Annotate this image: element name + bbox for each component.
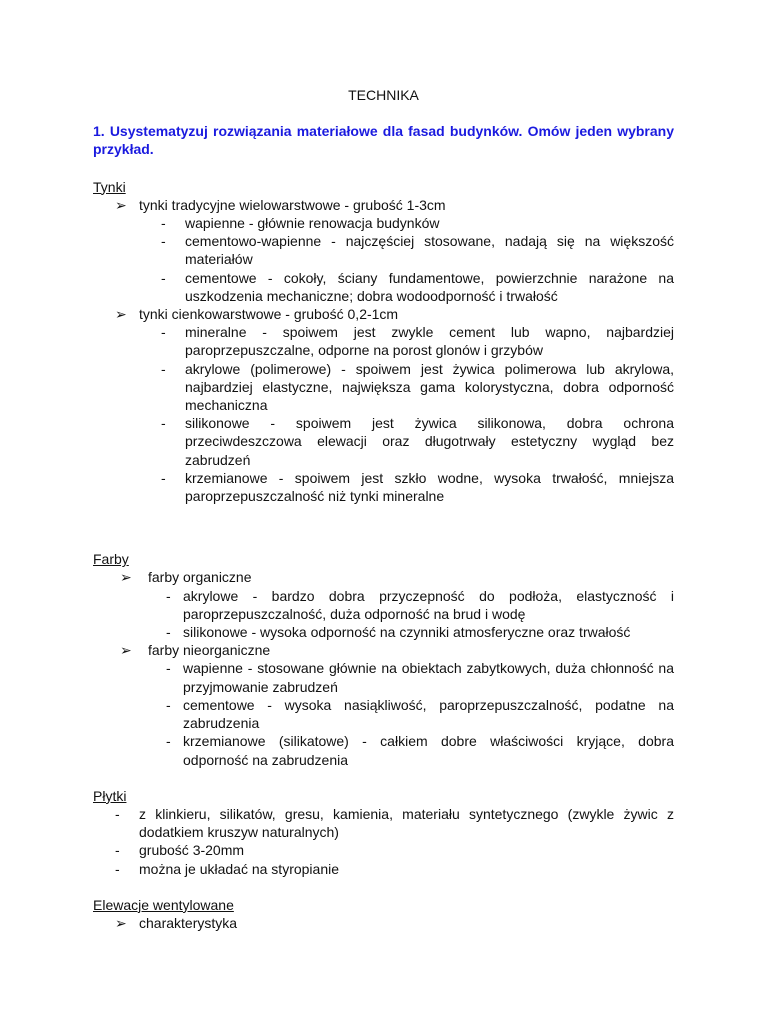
section-tynki (93, 178, 674, 506)
dash-bullet-icon: - (166, 696, 171, 713)
list-item (93, 323, 674, 359)
list-item (93, 587, 674, 623)
plytki-list (93, 805, 674, 878)
list-item (93, 659, 674, 695)
sub-list (148, 587, 674, 642)
list-item (93, 860, 674, 878)
item-text: krzemianowe (silikatowe) - całkiem dobre właściwości kryjące, dobra odporność na zabrudzenia (183, 733, 674, 768)
item-text: cementowe - wysoka nasiąkliwość, paroprzepuszczalność, podatne na zabrudzenia (183, 696, 674, 732)
dash-bullet-icon: - (161, 215, 166, 232)
farby-groups (93, 568, 674, 768)
list-item (93, 232, 674, 268)
tynki-groups (93, 196, 674, 505)
list-item (93, 914, 674, 932)
dash-bullet-icon: - (166, 624, 171, 641)
section-farby (93, 550, 674, 768)
group-label: tynki cienkowarstwowe - grubość 0,2-1cm (139, 306, 399, 323)
group-label: charakterystyka (139, 914, 238, 931)
sub-list (139, 323, 674, 505)
list-item (93, 414, 674, 469)
section-heading-farby: Farby (93, 551, 129, 568)
elewacje-groups (93, 914, 674, 932)
dash-bullet-icon: - (166, 587, 171, 604)
section-heading-elewacje: Elewacje wentylowane (93, 896, 234, 913)
dash-bullet-icon: - (161, 324, 166, 341)
group-label: tynki tradycyjne wielowarstwowe - grubość 1-3cm (139, 196, 446, 213)
group-label: farby organiczne (148, 569, 252, 586)
list-item (93, 841, 674, 859)
arrow-bullet-icon: ➢ (115, 914, 127, 931)
list-item (93, 805, 674, 841)
dash-bullet-icon: - (115, 805, 120, 822)
section-elewacje (93, 896, 674, 932)
list-item (93, 360, 674, 415)
spacer (93, 505, 674, 550)
item-text: silikonowe - spoiwem jest żywica silikonowa, dobra ochrona przeciwdeszczowa elewacji oraz długotrwały estetyczny wygląd bez zabrudzeń (185, 415, 674, 468)
dash-bullet-icon: - (161, 233, 166, 250)
dash-bullet-icon: - (166, 660, 171, 677)
list-item (93, 196, 674, 305)
item-text: silikonowe - wysoka odporność na czynniki atmosferyczne oraz trwałość (183, 624, 631, 641)
item-text: cementowo-wapienne - najczęściej stosowane, nadają się na większość materiałów (185, 233, 674, 268)
sub-list (148, 659, 674, 768)
question-heading: 1. Usystematyzuj rozwiązania materiałowe dla fasad budynków. Omów jeden wybrany przykład. (93, 123, 674, 158)
group-label: farby nieorganiczne (148, 642, 271, 659)
dash-bullet-icon: - (161, 415, 166, 432)
item-text: cementowe - cokoły, ściany fundamentowe, powierzchnie narażone na uszkodzenia mechaniczne; dobra wodoodporność i trwałość (185, 269, 674, 304)
list-item (93, 696, 674, 732)
list-item (93, 732, 674, 768)
dash-bullet-icon: - (161, 269, 166, 286)
dash-bullet-icon: - (115, 842, 120, 859)
section-heading-tynki: Tynki (93, 178, 126, 195)
dash-bullet-icon: - (161, 469, 166, 486)
item-text: wapienne - stosowane głównie na obiektach zabytkowych, duża chłonność na przyjmowanie zabrudzeń (183, 660, 674, 695)
list-item (93, 623, 674, 641)
section-plytki (93, 787, 674, 878)
list-item (93, 269, 674, 305)
arrow-bullet-icon: ➢ (120, 642, 132, 659)
dash-bullet-icon: - (166, 733, 171, 750)
arrow-bullet-icon: ➢ (115, 196, 127, 213)
dash-bullet-icon: - (115, 860, 120, 877)
item-text: można je układać na styropianie (139, 860, 340, 877)
item-text: krzemianowe - spoiwem jest szkło wodne, wysoka trwałość, mniejsza paroprzepuszczalność niż tynki mineralne (185, 469, 674, 505)
page-title: TECHNIKA (348, 87, 419, 103)
section-heading-plytki: Płytki (93, 787, 127, 804)
arrow-bullet-icon: ➢ (120, 569, 132, 586)
item-text: akrylowe (polimerowe) - spoiwem jest żywica polimerowa lub akrylowa, najbardziej elastyczne, największa gama kolorystyczna, dobra odporność mechaniczna (185, 360, 674, 414)
item-text: z klinkieru, silikatów, gresu, kamienia, materiału syntetycznego (zwykle żywic z dodatkiem kruszyw naturalnych) (139, 805, 674, 841)
list-item (93, 568, 674, 641)
item-text: grubość 3-20mm (139, 842, 245, 859)
spacer (93, 769, 674, 787)
arrow-bullet-icon: ➢ (115, 306, 127, 323)
sub-list (139, 214, 674, 305)
document-body (93, 86, 674, 932)
list-item (93, 305, 674, 505)
list-item (93, 469, 674, 505)
list-item (93, 641, 674, 768)
dash-bullet-icon: - (161, 360, 166, 377)
item-text: mineralne - spoiwem jest zwykle cement lub wapno, najbardziej paroprzepuszczalne, odporne na porost glonów i grzybów (185, 324, 674, 359)
spacer (93, 878, 674, 896)
list-item (93, 214, 674, 232)
item-text: akrylowe - bardzo dobra przyczepność do podłoża, elastyczność i paroprzepuszczalność, duża odporność na brud i wodę (183, 587, 674, 622)
item-text: wapienne - głównie renowacja budynków (185, 215, 440, 232)
